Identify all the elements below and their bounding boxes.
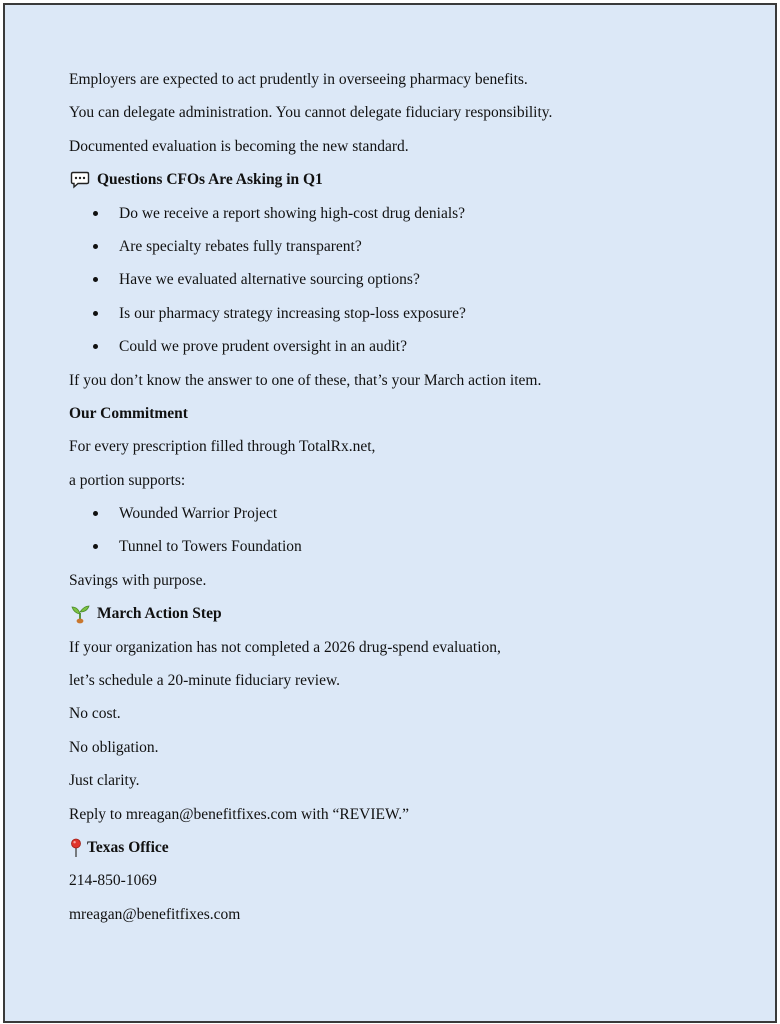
seedling-icon [69, 604, 91, 624]
commitment-footer: Savings with purpose. [69, 571, 207, 589]
intro-line-2: You can delegate administration. You cannot delegate fiduciary responsibility. [69, 104, 553, 122]
questions-list [69, 197, 749, 364]
action-line-5: Just clarity. [69, 772, 140, 790]
action-line-4: No obligation. [69, 738, 159, 756]
bullet-dot [93, 311, 98, 316]
list-item: Wounded Warrior Project [69, 497, 749, 530]
intro-line-1: Employers are expected to act prudently in overseeing pharmacy benefits. [69, 71, 528, 88]
action-line-6: Reply to mreagan@benefitfixes.com with “REVIEW.” [69, 805, 409, 823]
questions-title: Questions CFOs Are Asking in Q1 [97, 171, 323, 189]
action-line-1: If your organization has not completed a 2026 drug-spend evaluation, [69, 638, 501, 656]
office-title: Texas Office [87, 838, 169, 856]
document-frame [3, 3, 777, 1023]
office-phone: 214-850-1069 [69, 872, 157, 890]
charity-list [69, 497, 749, 564]
bullet-dot [93, 511, 98, 516]
list-item: Tunnel to Towers Foundation [69, 530, 749, 563]
list-item: Could we prove prudent oversight in an audit? [69, 330, 749, 363]
office-heading [69, 831, 749, 864]
bullet-dot [93, 544, 98, 549]
commitment-heading: Our Commitment [69, 404, 188, 422]
commitment-line-1: For every prescription filled through TotalRx.net, [69, 438, 376, 456]
action-heading [69, 597, 749, 630]
intro-line-3: Documented evaluation is becoming the new standard. [69, 137, 409, 155]
bullet-dot [93, 244, 98, 249]
bullet-dot [93, 344, 98, 349]
office-email: mreagan@benefitfixes.com [69, 905, 241, 923]
action-title: March Action Step [97, 605, 222, 623]
pushpin-icon [69, 838, 83, 858]
document-body [69, 63, 749, 931]
commitment-line-2: a portion supports: [69, 471, 186, 489]
list-item: Do we receive a report showing high-cost drug denials? [69, 197, 749, 230]
list-item: Have we evaluated alternative sourcing options? [69, 263, 749, 296]
bullet-dot [93, 277, 98, 282]
action-line-2: let’s schedule a 20-minute fiduciary review. [69, 672, 341, 690]
bullet-dot [93, 211, 98, 216]
action-line-3: No cost. [69, 705, 121, 723]
speech-bubble-icon [69, 170, 91, 190]
questions-footer: If you don’t know the answer to one of these, that’s your March action item. [69, 371, 542, 389]
questions-heading [69, 163, 749, 196]
list-item: Are specialty rebates fully transparent? [69, 230, 749, 263]
list-item: Is our pharmacy strategy increasing stop-loss exposure? [69, 297, 749, 330]
